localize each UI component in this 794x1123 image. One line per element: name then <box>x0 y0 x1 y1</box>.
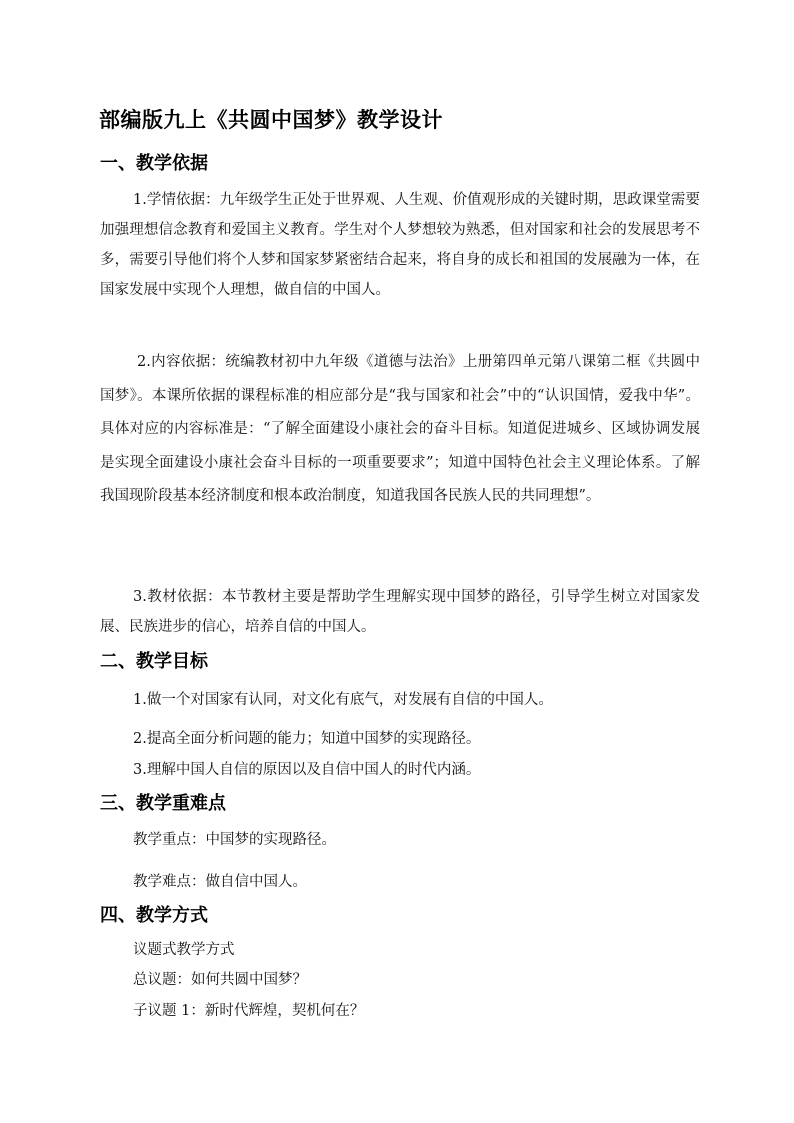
goal-item-3: 3.理解中国人自信的原因以及自信中国人的时代内涵。 <box>133 762 481 778</box>
paragraph-learner-basis-text: 1.学情依据：九年级学生正处于世界观、人生观、价值观形成的关键时期，思政课堂需要加强理想信念教育和爱国主义教育。学生对个人梦想较为熟悉，但对国家和社会的发展思考不多，需要引导他们将个人梦和国家梦紧密结合起来，将自身的成长和祖国的发展融为一体，在国家发展中实现个人理想，做自信的中国人。 <box>100 192 700 298</box>
paragraph-content-basis <box>100 346 700 514</box>
method-item-2: 总议题：如何共圆中国梦？ <box>133 972 307 988</box>
paragraph-textbook-basis <box>100 582 700 642</box>
section-heading-goals: 二、教学目标 <box>100 651 208 672</box>
paragraph-content-basis-text: 2.内容依据：统编教材初中九年级《道德与法治》上册第四单元第八课第二框《共圆中国梦》。本课所依据的课程标准的相应部分是“我与国家和社会”中的“认识国情，爱我中华”。具体对应的内容标准是：“了解全面建设小康社会的奋斗目标。知道促进城乡、区域协调发展是实现全面建设小康社会奋斗目标的一项重要要求”；知道中国特色社会主义理论体系。了解我国现阶段基本经济制度和根本政治制度，知道我国各民族人民的共同理想”。 <box>100 354 700 504</box>
section-heading-key-points: 三、教学重难点 <box>100 793 226 814</box>
goal-item-2: 2.提高全面分析问题的能力；知道中国梦的实现路径。 <box>133 731 481 747</box>
document-title: 部编版九上《共圆中国梦》教学设计 <box>99 108 443 132</box>
paragraph-textbook-basis-text: 3.教材依据：本节教材主要是帮助学生理解实现中国梦的路径，引导学生树立对国家发展、民族进步的信心，培养自信的中国人。 <box>100 589 700 635</box>
paragraph-learner-basis <box>100 185 700 305</box>
method-item-1: 议题式教学方式 <box>133 942 235 958</box>
difficult-point-item: 教学难点：做自信中国人。 <box>133 874 307 890</box>
section-heading-methods: 四、教学方式 <box>100 905 208 926</box>
method-item-3: 子议题 1：新时代辉煌，契机何在？ <box>133 1003 365 1019</box>
section-heading-basis: 一、教学依据 <box>100 153 208 174</box>
goal-item-1: 1.做一个对国家有认同，对文化有底气，对发展有自信的中国人。 <box>133 692 553 708</box>
key-point-item: 教学重点：中国梦的实现路径。 <box>133 832 336 848</box>
